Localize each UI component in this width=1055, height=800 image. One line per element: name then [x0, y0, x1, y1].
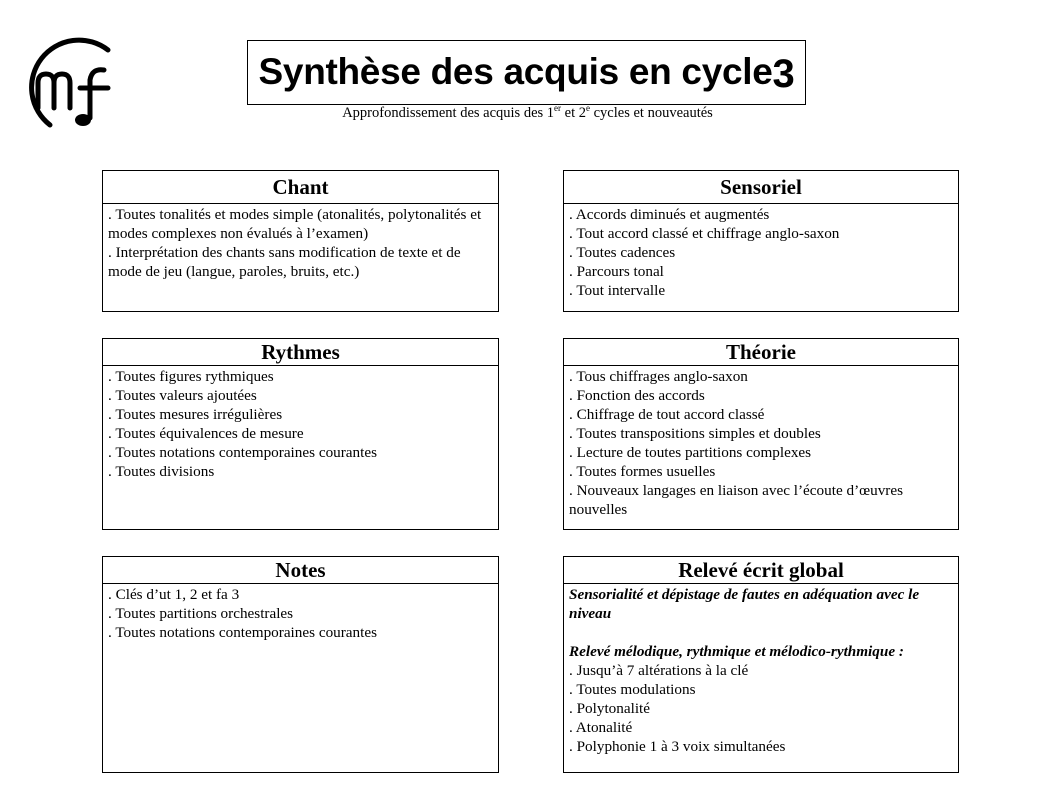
section-releve	[563, 556, 959, 773]
list-item: . Toutes valeurs ajoutées	[108, 387, 257, 404]
page-subtitle	[0, 103, 1055, 122]
page-title-text: Synthèse des acquis en cycle	[258, 51, 773, 92]
section-body	[564, 584, 958, 756]
list-item: . Toutes cadences	[569, 244, 676, 261]
section-intro: Sensorialité et dépistage de fautes en adéquation avec le niveau	[569, 586, 920, 622]
title-box	[247, 40, 806, 105]
subtitle-sup: er	[554, 103, 562, 113]
section-notes	[102, 556, 499, 773]
section-title: Rythmes	[103, 339, 498, 366]
list-item: . Parcours tonal	[569, 263, 664, 280]
section-title: Notes	[103, 557, 498, 584]
section-body	[103, 366, 498, 481]
list-item: . Toutes partitions orchestrales	[108, 605, 294, 622]
section-rythmes	[102, 338, 499, 530]
list-item: . Toutes notations contemporaines courantes	[108, 444, 378, 461]
list-item: . Accords diminués et augmentés	[569, 206, 770, 223]
list-item: . Atonalité	[569, 719, 633, 736]
spacer	[569, 623, 952, 642]
list-item: . Toutes formes usuelles	[569, 463, 716, 480]
subtitle-part: cycles et nouveautés	[590, 104, 713, 121]
section-chant	[102, 170, 499, 312]
section-sensoriel	[563, 170, 959, 312]
subtitle-sup: e	[586, 103, 590, 113]
section-subheading: Relevé mélodique, rythmique et mélodico-rythmique :	[569, 643, 904, 660]
section-body	[103, 204, 498, 281]
section-body	[564, 204, 958, 300]
list-item: . Tout accord classé et chiffrage anglo-saxon	[569, 225, 840, 242]
section-theorie	[563, 338, 959, 530]
list-item: . Toutes modulations	[569, 681, 696, 698]
list-item: . Polyphonie 1 à 3 voix simultanées	[569, 738, 786, 755]
page-title	[248, 49, 805, 94]
list-item: . Tout intervalle	[569, 282, 666, 299]
list-item: . Toutes tonalités et modes simple (atonalités, polytonalités et modes complexes non évalués à l’examen)	[108, 206, 482, 242]
list-item: . Tous chiffrages anglo-saxon	[569, 368, 748, 385]
section-title: Relevé écrit global	[564, 557, 958, 584]
list-item: . Toutes divisions	[108, 463, 215, 480]
page-title-number: 3	[772, 52, 795, 96]
list-item: . Lecture de toutes partitions complexes	[569, 444, 812, 461]
subtitle-part: et 2	[561, 104, 586, 121]
section-title: Chant	[103, 171, 498, 204]
list-item: . Clés d’ut 1, 2 et fa 3	[108, 586, 240, 603]
list-item: . Nouveaux langages en liaison avec l’écoute d’œuvres nouvelles	[569, 482, 903, 518]
list-item: . Interprétation des chants sans modification de texte et de mode de jeu (langue, paroles, bruits, etc.)	[108, 244, 461, 280]
section-body	[103, 584, 498, 642]
list-item: . Toutes figures rythmiques	[108, 368, 274, 385]
list-item: . Toutes notations contemporaines courantes	[108, 624, 378, 641]
list-item: . Polytonalité	[569, 700, 650, 717]
list-item: . Toutes transpositions simples et doubles	[569, 425, 821, 442]
list-item: . Chiffrage de tout accord classé	[569, 406, 765, 423]
section-body	[564, 366, 958, 519]
list-item: . Fonction des accords	[569, 387, 705, 404]
subtitle-part: Approfondissement des acquis des 1	[342, 104, 555, 121]
section-title: Théorie	[564, 339, 958, 366]
list-item: . Toutes équivalences de mesure	[108, 425, 304, 442]
section-title: Sensoriel	[564, 171, 958, 204]
list-item: . Jusqu’à 7 altérations à la clé	[569, 662, 749, 679]
list-item: . Toutes mesures irrégulières	[108, 406, 283, 423]
